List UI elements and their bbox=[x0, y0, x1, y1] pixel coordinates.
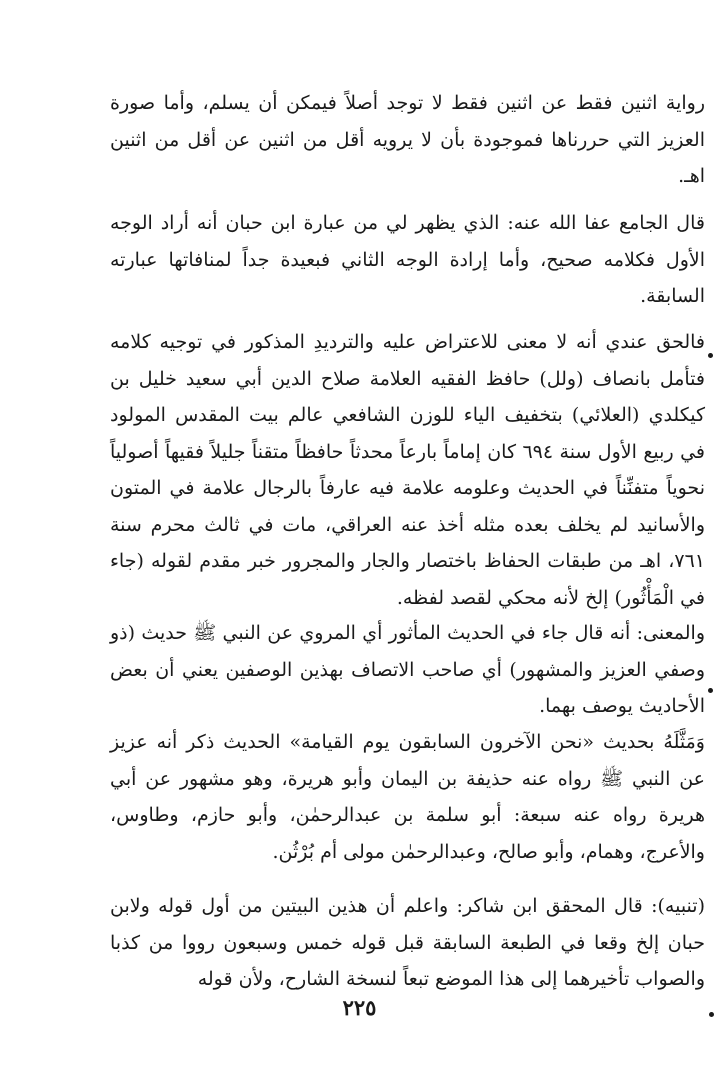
paragraph-riwaya: رواية اثنين فقط عن اثنين فقط لا توجد أصلاً فيمكن أن يسلم، وأما صورة العزيز التي حررناها فموجودة بأن لا يرويه أقل من اثنين عن أقل من اثنين اهـ. bbox=[110, 92, 705, 187]
margin-dot-mark bbox=[708, 688, 713, 693]
paragraph-example-hadith: وَمَثَّلَهُ بحديث «نحن الآخرون السابقون يوم القيامة» الحديث ذكر أنه عزيز عن النبي ﷺ رواه عنه حذيفة بن اليمان وأبو هريرة، وهو مشهور عن أبي هريرة رواه عنه سبعة: أبو سلمة بن عبدالرحمٰن، وأبو حازم، وطاوس، والأعرج، وهمام، وأبو صالح، وعبدالرحمٰن مولى أم بُرْثُن. bbox=[110, 731, 705, 863]
paragraph-jami-comment: قال الجامع عفا الله عنه: الذي يظهر لي من عبارة ابن حبان أنه أراد الوجه الأول فكلامه صحيح، وأما إرادة الوجه الثاني فبعيدة جداً لمنافاتها عبارته السابقة. bbox=[110, 212, 705, 307]
paragraph-alalai-biography: فالحق عندي أنه لا معنى للاعتراض عليه والترديدِ المذكور في توجيه كلامه فتأمل بانصاف (ولل) حافظ الفقيه العلامة صلاح الدين أبي سعيد خليل بن كيكلدي (العلائي) بتخفيف الياء للوزن الشافعي عالم بيت المقدس المولود في ربيع الأول سنة ٦٩٤ كان إماماً بارعاً محدثاً حافظاً متقناً جليلاً فقيهاً أصولياً نحوياً متفنِّناً في الحديث وعلومه علامة فيه عارفاً بالرجال علامة في المتون والأسانيد لم يخلف بعده مثله أخذ عنه العراقي، مات في ثالث محرم سنة ٧٦١، اهـ من طبقات الحفاظ باختصار والجار والمجرور خبر مقدم لقوله (جاء في الْمَأْثُور) إلخ لأنه محكي لقصد لفظه. bbox=[110, 331, 705, 609]
margin-dot-mark bbox=[709, 1012, 714, 1017]
paragraph-note: (تنبيه): قال المحقق ابن شاكر: واعلم أن هذين البيتين من أول قوله ولابن حبان إلخ وقعا في الطبعة السابقة قبل قوله خمس وسبعون رووا من كذبا والصواب تأخيرهما إلى هذا الموضع تبعاً لنسخة الشارح، ولأن قوله bbox=[110, 895, 705, 990]
page-number: ٢٢٥ bbox=[342, 995, 377, 1020]
paragraph-meaning: والمعنى: أنه قال جاء في الحديث المأثور أي المروي عن النبي ﷺ حديث (ذو وصفي العزيز والمشهور) أي صاحب الاتصاف بهذين الوصفين يعني أن بعض الأحاديث يوصف بهما. bbox=[110, 622, 705, 717]
margin-dot-mark bbox=[708, 353, 713, 358]
